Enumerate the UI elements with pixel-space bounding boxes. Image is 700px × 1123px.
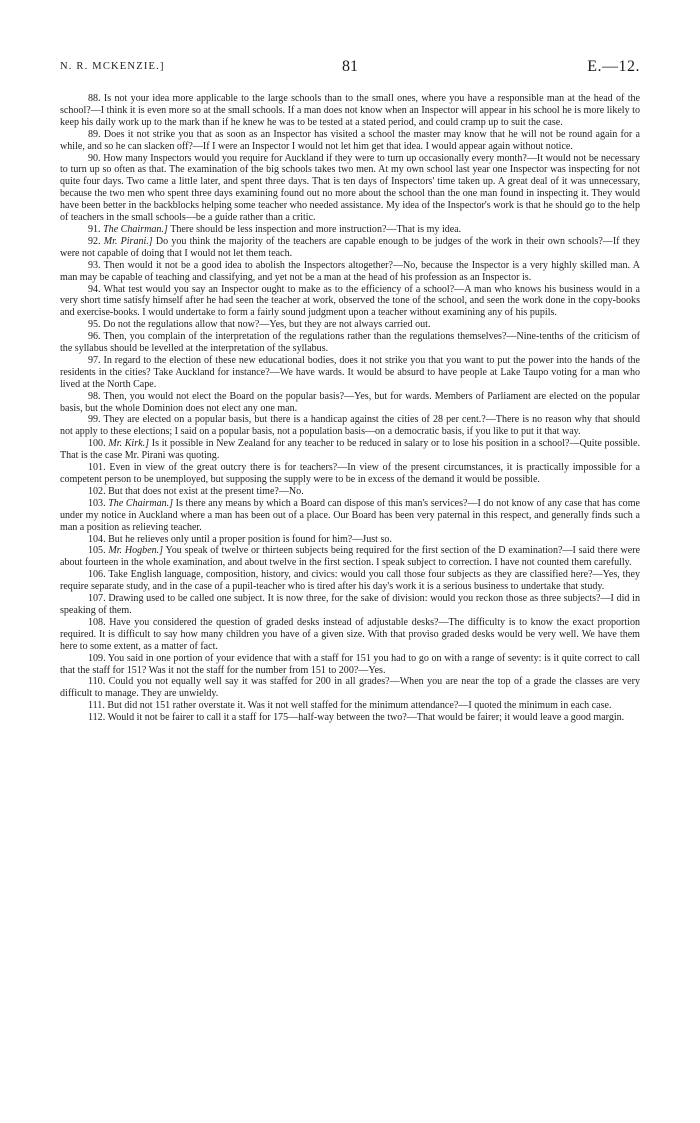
- question-paragraph: [60, 653, 640, 677]
- question-number: 104.: [88, 533, 106, 545]
- question-paragraph: [60, 355, 640, 391]
- question-text: Could you not equally well say it was staffed for 200 in all grades?—When you are near the top of a grade the classes are very difficult to manage. They are unwieldy.: [60, 676, 640, 700]
- question-paragraph: [60, 129, 640, 153]
- question-number: 98.: [88, 390, 101, 402]
- question-number: 89.: [88, 128, 101, 140]
- question-paragraph: [60, 93, 640, 129]
- question-paragraph: [60, 712, 640, 724]
- transcript-body: [60, 93, 640, 724]
- question-text: Do you think the majority of the teachers are capable enough to be judges of the work in their own schools?—If they were not capable of doing that I would not let them teach.: [60, 235, 640, 259]
- question-text: Then would it not be a good idea to abolish the Inspectors altogether?—No, because the Inspector is a very highly skilled man. A man may be capable of teaching and classifying, and yet not be a man at the head of his profession as an Inspector is.: [60, 259, 640, 283]
- question-text: Would it not be fairer to call it a staff for 175—half-way between the two?—That would be fairer; it would leave a good margin.: [107, 712, 625, 724]
- question-text: Is there any means by which a Board can dispose of this man's services?—I do not know of any case that has come under my notice in Auckland where a man has been out of a place. Our Board has been very paternal in this respect, and generally finds such a man a position as relieving teacher.: [60, 497, 640, 533]
- question-number: 106.: [88, 569, 106, 581]
- question-text: You speak of twelve or thirteen subjects being required for the first section of the D examination?—I said there were about fourteen in the whole examination, and about twelve in the first section. I speak subject to correction. I have not counted them carefully.: [60, 545, 640, 569]
- document-reference: E.—12.: [587, 58, 640, 75]
- question-text: Even in view of the great outcry there is for teachers?—In view of the present circumstances, it is practically impossible for a competent person to be unemployed, but supposing the supply were to be in excess of the demand it would be possible.: [60, 462, 640, 485]
- page-number: 81: [342, 58, 358, 75]
- question-paragraph: [60, 486, 640, 498]
- question-paragraph: [60, 153, 640, 224]
- question-number: 93.: [88, 259, 101, 271]
- question-number: 99.: [88, 414, 101, 426]
- question-number: 96.: [88, 331, 101, 343]
- question-number: 92.: [88, 235, 101, 247]
- speaker-label: The Chairman.]: [103, 223, 168, 235]
- question-paragraph: [60, 462, 640, 486]
- speaker-label: Mr. Kirk.]: [108, 438, 150, 450]
- page-header: [60, 58, 640, 78]
- question-paragraph: [60, 498, 640, 534]
- question-text: But he relieves only until a proper position is found for him?—Just so.: [108, 533, 392, 545]
- speaker-label: Mr. Pirani.]: [103, 235, 153, 247]
- question-paragraph: [60, 236, 640, 260]
- question-number: 110.: [88, 676, 106, 688]
- question-text: How many Inspectors would you require for Auckland if they were to turn up occasionally every month?—It would not be necessary to turn up so often as that. The examination of the big schools takes two men. At my own school last year one Inspector was inspecting for not quite four days. Two came a little later, and spent three days. That is ten days of Inspectors' time taken up. A great deal of it was unnecessary, because the two men who spent three days examining found out no more about the school than the one man found in inspecting it. They would have been better in the backblocks helping some teacher who needed assistance. My idea of the Inspector's work is that he should go to the help of teachers in the small schools—be a guide rather than a critic.: [60, 152, 640, 224]
- question-number: 112.: [88, 712, 106, 724]
- question-text: But did not 151 rather overstate it. Was it not well staffed for the minimum attendance?—I quoted the minimum in each case.: [107, 700, 612, 712]
- question-number: 101.: [88, 462, 106, 474]
- question-text: But that does not exist at the present time?—No.: [108, 485, 304, 497]
- witness-name: N. R. MCKENZIE.]: [60, 61, 165, 72]
- question-paragraph: [60, 414, 640, 438]
- question-number: 108.: [88, 616, 106, 628]
- question-number: 107.: [88, 593, 106, 605]
- question-text: Take English language, composition, history, and civics: would you call those four subjects as they are classified here?—Yes, they require separate study, and in the case of a pupil-teacher who is tired after his day's work it is a serious business to undertake that study.: [60, 569, 640, 593]
- speaker-label: Mr. Hogben.]: [108, 545, 164, 557]
- question-paragraph: [60, 617, 640, 653]
- question-paragraph: [60, 284, 640, 320]
- question-text: They are elected on a popular basis, but there is a handicap against the cities of 28 per cent.?—There is no reason why that should not apply to these elections; I said on a popular basis, not a population basis—on a democratic basis, if you like to put it that way.: [60, 414, 640, 438]
- question-paragraph: [60, 545, 640, 569]
- question-number: 88.: [88, 93, 101, 104]
- question-text: Do not the regulations allow that now?—Yes, but they are not always carried out.: [103, 319, 431, 331]
- question-paragraph: [60, 260, 640, 284]
- question-number: 109.: [88, 652, 106, 664]
- question-text: There should be less inspection and more instruction?—That is my idea.: [170, 223, 462, 235]
- question-paragraph: [60, 569, 640, 593]
- question-paragraph: [60, 331, 640, 355]
- question-number: 91.: [88, 223, 101, 235]
- question-number: 90.: [88, 152, 101, 164]
- question-text: Drawing used to be called one subject. It is now three, for the sake of division: would you reckon those as three subjects?—I did in speaking of them.: [60, 593, 640, 616]
- question-text: You said in one portion of your evidence that with a staff for 151 you had to go on with a range of seventy: is it quite correct to call that the staff for 151? Was it not the staff for the number from 151 to 200?—Yes.: [60, 652, 640, 676]
- question-number: 94.: [88, 283, 101, 295]
- question-text: Then, you complain of the interpretation of the regulations rather than the regulations themselves?—Nine-tenths of the criticism of the syllabus should be levelled at the interpretation of the syllabus.: [60, 331, 640, 355]
- speaker-label: The Chairman.]: [108, 497, 174, 509]
- question-text: Is not your idea more applicable to the large schools than to the small ones, where you have a responsible man at the head of the school?—I think it is even more so at the small schools. If a man does not know when an Inspector will appear in his school he is more likely to keep his daily work up to the mark than if he knew he was to be tested at a stated period, and could cramp up to suit the case.: [60, 93, 640, 128]
- question-number: 105.: [88, 545, 106, 557]
- question-number: 103.: [88, 497, 106, 509]
- question-text: Have you considered the question of graded desks instead of adjustable desks?—The difficulty is to know the exact proportion required. It is difficult to say how many children you have of a given size. With that proviso graded desks would be very well. We have them here to some extent, as a matter of fact.: [60, 616, 640, 652]
- question-paragraph: [60, 224, 640, 236]
- question-text: Then, you would not elect the Board on the popular basis?—Yes, but for wards. Members of Parliament are elected on the popular basis, but the whole Dominion does not elect any one man.: [60, 390, 640, 414]
- question-text: What test would you say an Inspector ought to make as to the efficiency of a school?—A man who knows his business would in a very short time satisfy himself after he had seen the teacher at work, observed the tone of the school, and seen the work done in the copy-books and exercise-books. I would undertake to form a fairly sound judgment upon a teacher without examining any of his pupils.: [60, 283, 640, 319]
- question-number: 102.: [88, 485, 106, 497]
- question-paragraph: [60, 534, 640, 546]
- question-text: In regard to the election of these new educational bodies, does it not strike you that you want to put the power into the hands of the residents in the cities? Take Auckland for instance?—We have wards. It would be absurd to have people at Lake Taupo voting for a man who lived at the North Cape.: [60, 354, 640, 390]
- question-paragraph: [60, 391, 640, 415]
- question-text: Is it possible in New Zealand for any teacher to be reduced in salary or to lose his position in a school?—Quite possible. That is the case Mr. Pirani was quoting.: [60, 438, 640, 462]
- question-number: 97.: [88, 354, 101, 366]
- question-number: 100.: [88, 438, 106, 450]
- question-paragraph: [60, 676, 640, 700]
- question-paragraph: [60, 319, 640, 331]
- question-text: Does it not strike you that as soon as an Inspector has visited a school the master may know that he will not be round again for a while, and so he can slacken off?—If I were an Inspector I would not let him get that idea. I would appear again without notice.: [60, 128, 640, 152]
- question-paragraph: [60, 700, 640, 712]
- question-paragraph: [60, 593, 640, 617]
- question-paragraph: [60, 438, 640, 462]
- question-number: 111.: [88, 700, 105, 712]
- question-number: 95.: [88, 319, 101, 331]
